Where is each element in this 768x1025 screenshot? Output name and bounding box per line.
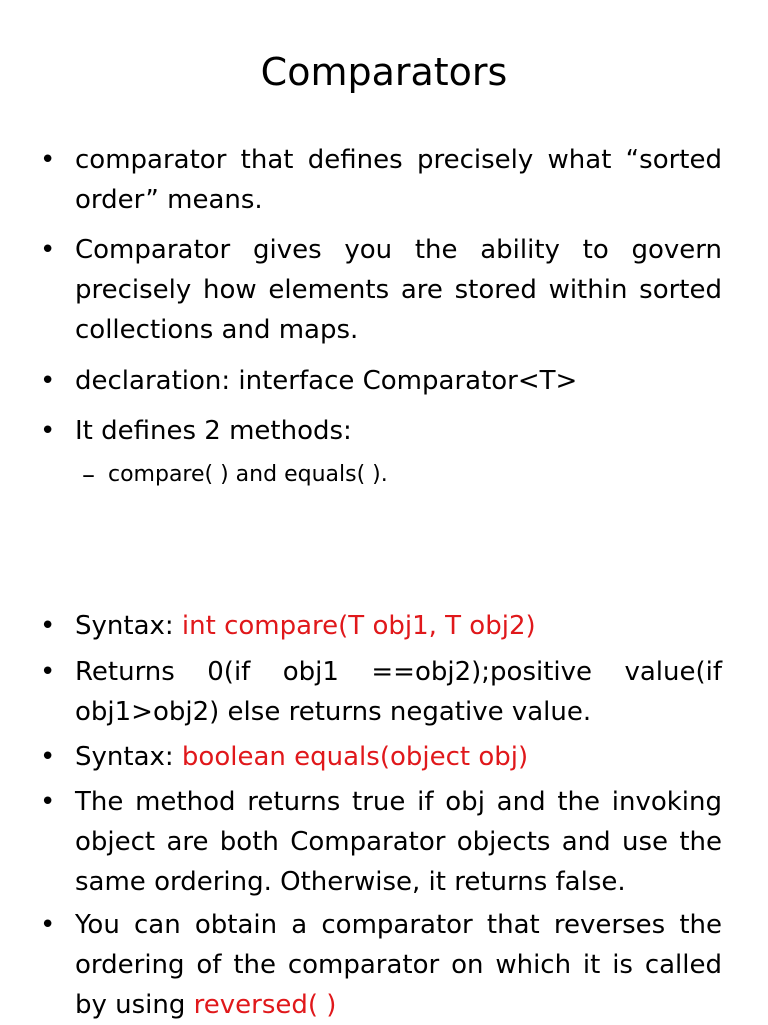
bullet-compare-syntax: [40, 606, 722, 646]
bullet-marker: •: [40, 742, 56, 772]
syntax-label: Syntax:: [75, 611, 182, 641]
bullet-equals-description: [40, 782, 722, 902]
bullet-text: [75, 737, 722, 777]
bullet-returns: [40, 652, 722, 732]
bullet-methods: [40, 411, 722, 451]
bullet-text: comparator that defines precisely what “sorted order” means.: [75, 145, 722, 215]
sub-bullet-marker: –: [82, 460, 95, 490]
bullet-text: [75, 606, 722, 646]
bullet-marker: •: [40, 235, 56, 265]
bullet-marker: •: [40, 910, 56, 940]
bullet-equals-syntax: [40, 737, 722, 777]
bullet-text: Comparator gives you the ability to govern precisely how elements are stored within sorted collections and maps.: [75, 235, 722, 345]
bullet-marker: •: [40, 787, 56, 817]
bullet-marker: •: [40, 145, 56, 175]
bullet-text: [75, 905, 722, 1025]
equals-signature: boolean equals(object obj): [181, 742, 529, 772]
compare-signature: int compare(T obj1, T obj2): [181, 611, 536, 641]
bullet-comparator-definition: [40, 140, 722, 220]
bullet-marker: •: [40, 657, 56, 687]
sub-bullet-text: compare( ) and equals( ).: [108, 462, 388, 487]
bullet-comparator-ability: [40, 230, 722, 350]
bullet-text: The method returns true if obj and the invoking object are both Comparator objects and use the same ordering. Otherwise, it returns false.: [75, 787, 722, 897]
bullet-text: It defines 2 methods:: [75, 416, 352, 446]
bullet-declaration: [40, 361, 722, 401]
bullet-text: Returns 0(if obj1 ==obj2);positive value(if obj1>obj2) else returns negative value.: [75, 657, 722, 727]
reversed-description: You can obtain a comparator that reverses the ordering of the comparator on which it is called by using: [75, 910, 722, 1020]
bullet-marker: •: [40, 416, 56, 446]
bullet-marker: •: [40, 366, 56, 396]
sub-bullet-methods-list: [82, 459, 722, 491]
reversed-method: reversed( ): [193, 990, 337, 1020]
slide-title: Comparators: [260, 50, 508, 94]
bullet-text: declaration: interface Comparator<T>: [75, 366, 578, 396]
syntax-label: Syntax:: [75, 742, 182, 772]
bullet-reversed: [40, 905, 722, 1025]
bullet-marker: •: [40, 611, 56, 641]
